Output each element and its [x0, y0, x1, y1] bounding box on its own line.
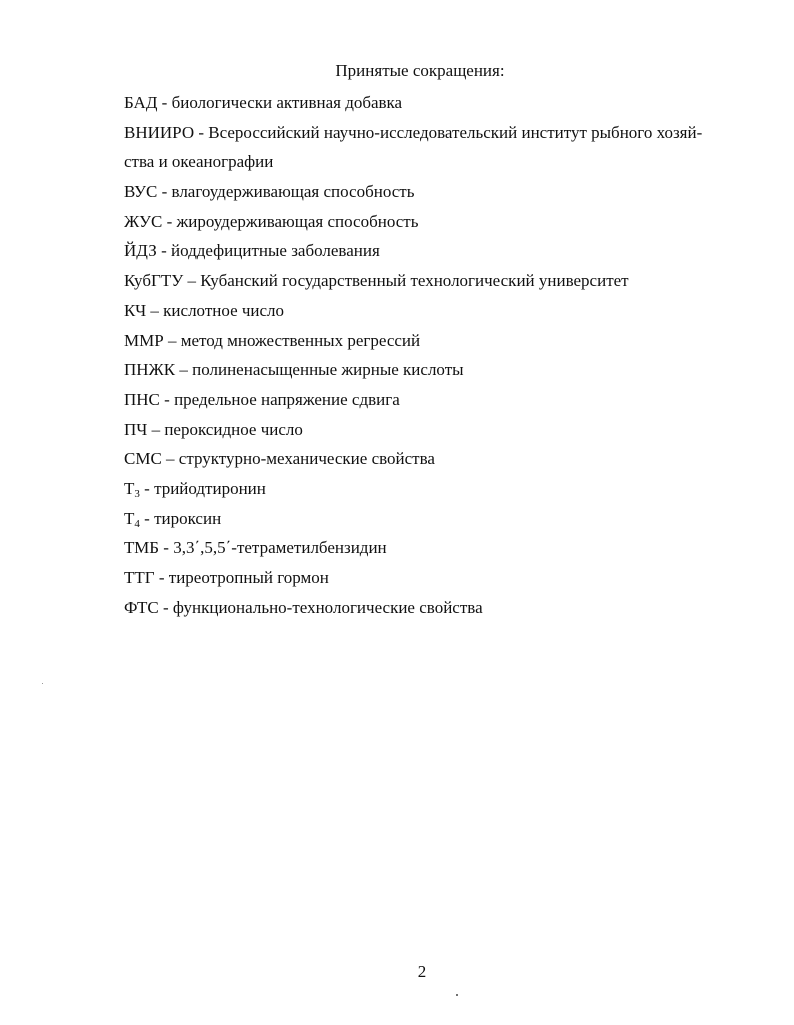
abbreviation: ЖУС: [124, 211, 163, 231]
list-item: [124, 329, 734, 359]
separator: -: [157, 182, 172, 202]
abbreviation: ЙДЗ: [124, 241, 157, 261]
definition: Всероссийский научно-исследовательский институт рыбного хозяй-: [208, 122, 703, 142]
list-item: [124, 536, 734, 566]
scan-speck: [42, 683, 43, 684]
list-item: [124, 477, 734, 507]
definition: кислотное число: [163, 300, 285, 320]
separator: -: [154, 568, 169, 587]
abbreviation: КубГТУ: [124, 271, 184, 291]
definition: 3,3΄,5,5΄-тетраметилбензидин: [173, 538, 387, 558]
abbreviation: Т: [124, 478, 135, 498]
definition: ства и океанографии: [124, 152, 274, 172]
definition: полиненасыщенные жирные кислоты: [192, 360, 464, 380]
definition: пероксидное число: [164, 419, 303, 439]
list-item: [124, 566, 734, 596]
abbreviation: ПЧ: [124, 419, 148, 439]
definition: влагоудерживающая способность: [171, 182, 415, 202]
list-item: [124, 358, 734, 388]
abbreviation: ММР: [124, 330, 164, 350]
separator: –: [147, 419, 165, 439]
subscript: 4: [134, 517, 140, 530]
list-item: [124, 596, 734, 626]
separator: –: [161, 449, 179, 469]
definition: тиреотропный гормон: [168, 568, 329, 587]
definition: жироудерживающая способность: [176, 211, 419, 231]
definition: структурно-механические свойства: [178, 449, 435, 469]
separator: –: [183, 271, 201, 291]
abbreviation: КЧ: [124, 300, 147, 320]
abbreviation: ПНЖК: [124, 360, 176, 380]
abbreviation-list: [124, 91, 734, 625]
separator: –: [163, 330, 181, 350]
list-item: [124, 418, 734, 448]
definition: биологически активная добавка: [171, 93, 403, 112]
subscript: 3: [134, 487, 140, 500]
definition: предельное напряжение сдвига: [174, 389, 400, 409]
list-item-continuation: [124, 150, 734, 180]
scan-dot: [456, 994, 458, 996]
abbreviation: СМС: [124, 449, 162, 469]
separator: -: [139, 508, 155, 528]
list-item: [124, 91, 734, 121]
list-item: [124, 210, 734, 240]
separator: -: [157, 93, 172, 112]
separator: –: [146, 300, 164, 320]
abbreviation: ВУС: [124, 182, 158, 202]
abbreviation: БАД: [124, 93, 158, 112]
page-number: 2: [417, 962, 427, 981]
list-item: [124, 388, 734, 418]
separator: -: [158, 597, 173, 617]
list-item: [124, 299, 734, 329]
definition: тироксин: [154, 508, 222, 528]
definition: йоддефицитные заболевания: [171, 241, 380, 261]
separator: –: [175, 360, 193, 380]
list-item: [124, 269, 734, 299]
separator: -: [162, 211, 177, 231]
separator: -: [156, 241, 171, 261]
list-item: [124, 180, 734, 210]
separator: -: [194, 122, 209, 142]
abbreviation: ПНС: [124, 389, 160, 409]
page-title: Принятые сокращения:: [335, 61, 505, 80]
separator: -: [139, 478, 155, 498]
abbreviation: ТТГ: [124, 568, 155, 587]
list-item: [124, 121, 734, 151]
definition: функционально-технологические свойства: [172, 597, 483, 617]
list-item: [124, 507, 734, 537]
abbreviation: ВНИИРО: [124, 122, 195, 142]
list-item: [124, 239, 734, 269]
definition: трийодтиронин: [154, 478, 266, 498]
list-item: [124, 447, 734, 477]
definition: метод множественных регрессий: [180, 330, 421, 350]
definition: Кубанский государственный технологический университет: [200, 271, 629, 291]
abbreviation: ТМБ: [124, 538, 160, 558]
separator: -: [159, 389, 175, 409]
separator: -: [159, 538, 174, 558]
abbreviation: Т: [124, 508, 135, 528]
abbreviation: ФТС: [124, 597, 159, 617]
